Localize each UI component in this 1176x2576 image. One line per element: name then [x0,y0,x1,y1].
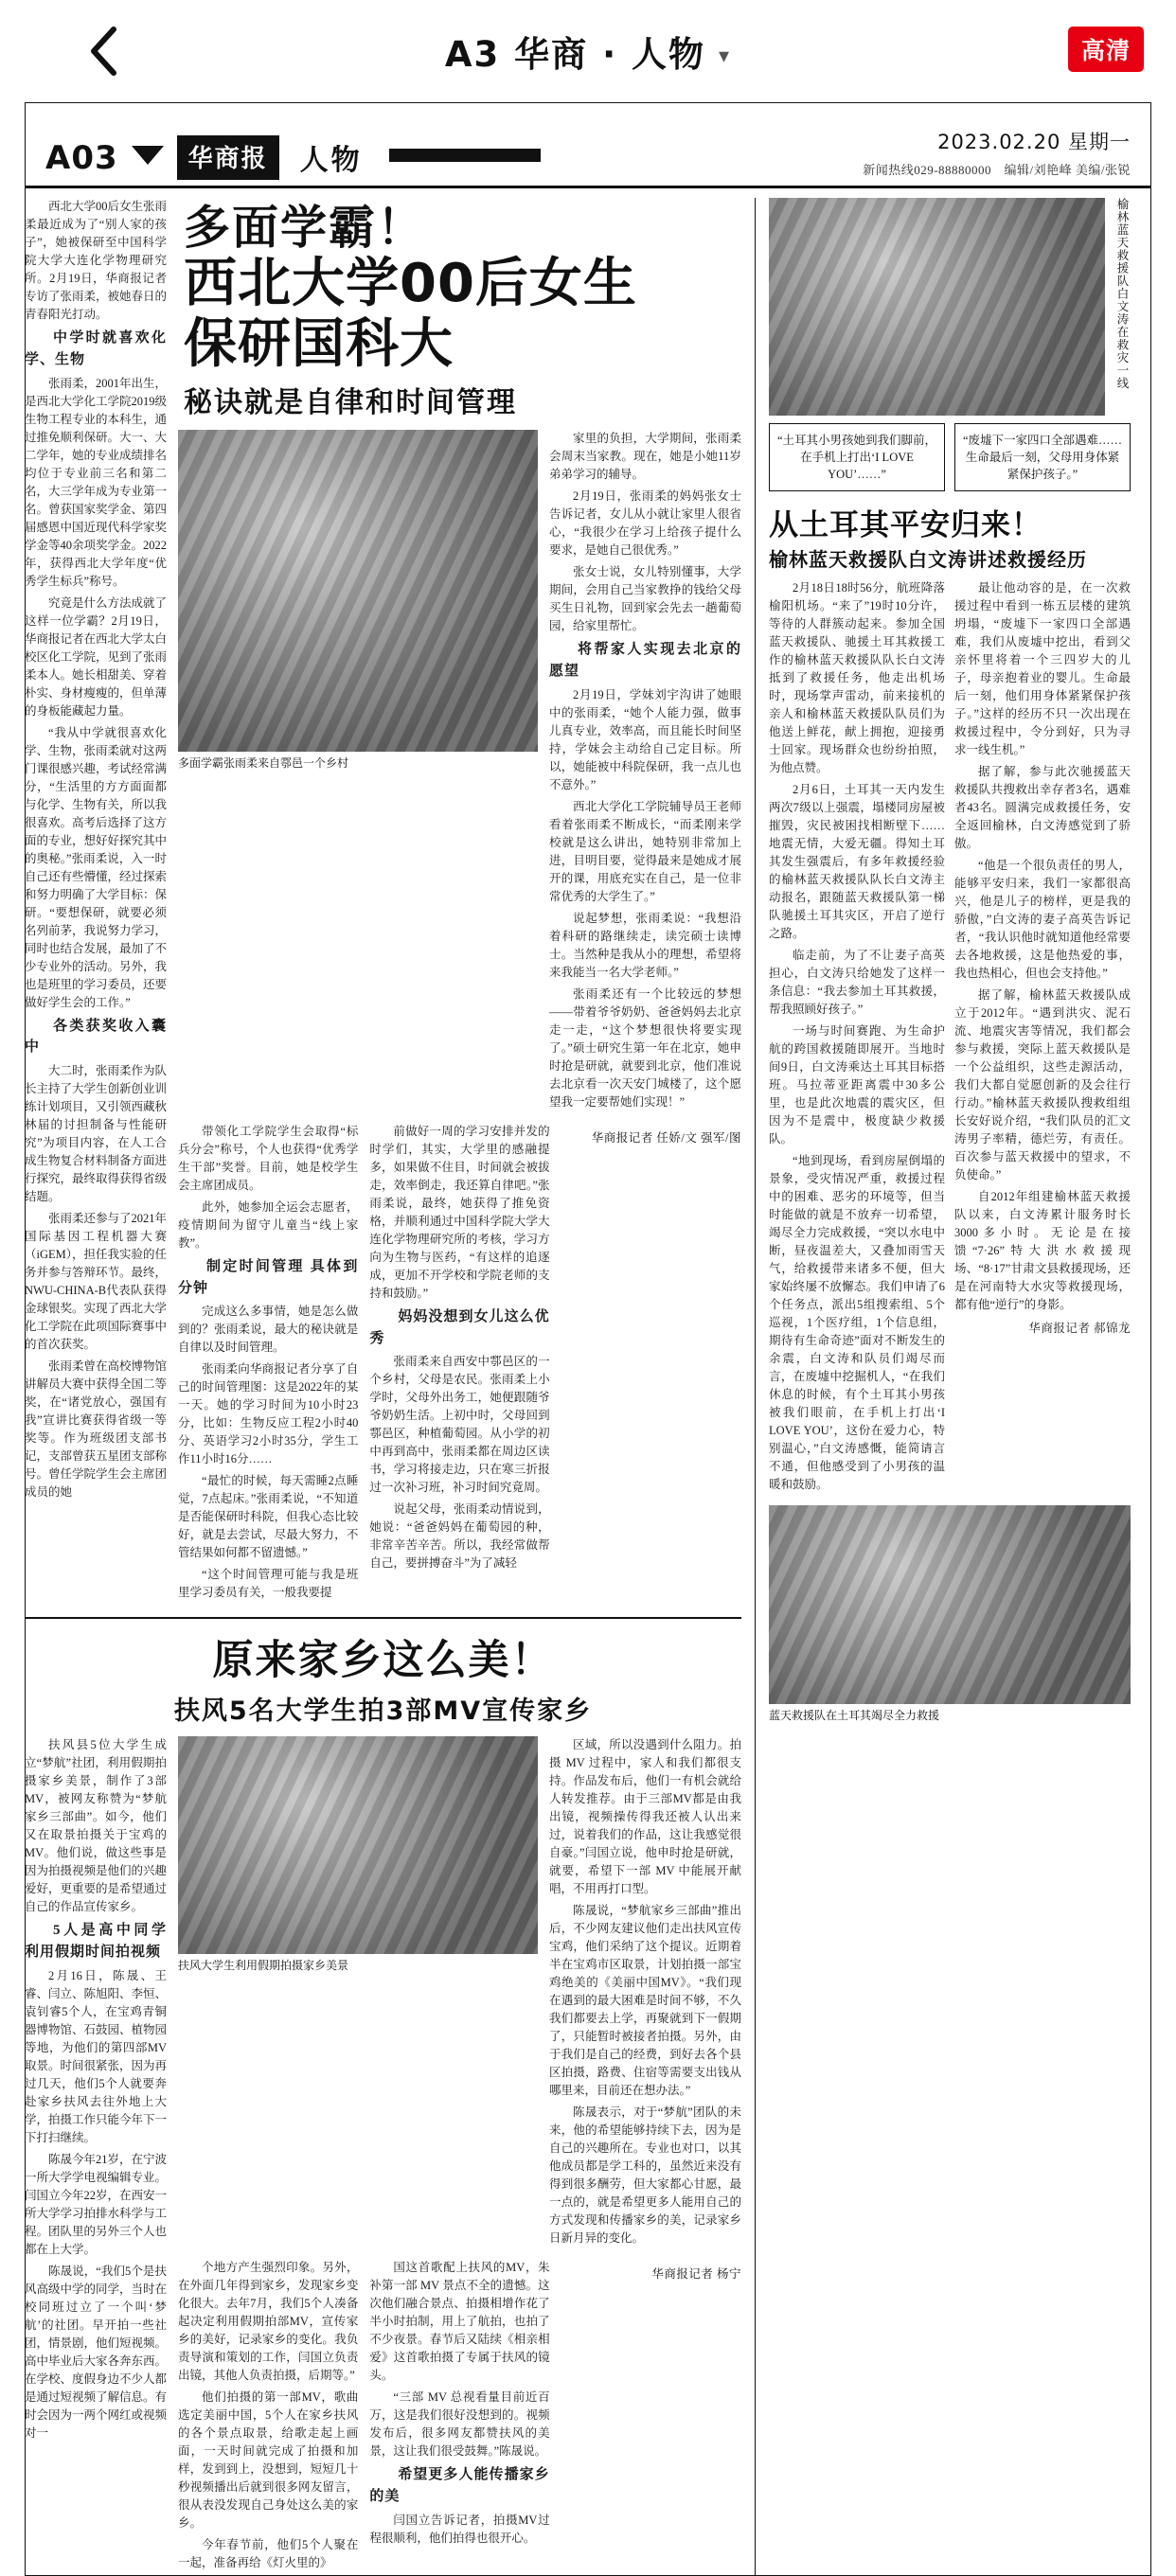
story-main-sec2-title: 各类获奖收入囊中 [25,1018,167,1056]
story-divider [25,1617,741,1619]
story-main-photo [178,430,538,752]
turkey-bottom-photo-wrap [769,1505,1131,1724]
turkey-quote-left: “土耳其小男孩她到我们脚前，在手机上打出‘I LOVE YOU’……” [769,423,945,491]
paragraph: 国这首歌配上扶风的MV，朱补第一部 MV 景点不全的遗憾。这次他们融合景点、拍摄相增作花了半小时拍制，用上了航拍，也拍了不少夜景。春节后又陆续《相亲相爱》这首歌拍摄了专属于扶风的镜头。 [369,2261,550,2383]
paragraph: 扶风县5位大学生成立“梦航”社团，利用假期拍摄家乡美景，制作了3部MV，被网友称赞为“梦航家乡三部曲”。如今，他们又在取景拍摄关于宝鸡的MV。他们说，做这些事是因为拍摄视频是他们的兴趣爱好，更重要的是希望通过自己的作品宣传家乡。 [25,1738,168,1914]
story-mv [25,1628,741,2576]
paragraph: 据了解，榆林蓝天救援队成立于2012年。“遇到洪灾、泥石流、地震灾害等情况，我们都会参与救援，突际上蓝天救援队是一个公益组织，这些走源活动，我们大都自觉愿创新的及会往行行动。”榆林蓝天救援队搜救组组长安好说介绍，“我们队员的汇文涛男子率精，德烂劳，有责任。百次参与蓝天救援中的望求，不负使命。” [954,988,1131,1182]
chevron-left-icon [88,25,120,78]
newspaper-page [25,102,1151,2576]
paragraph: 张雨柔，2001年出生，是西北大学化工学院2019级生物工程专业的本科生，通过推免顺利保研。大一、大二学年，她的专业成绩排名均位于专业前三名和第二名，大三学年成为专业第一名。曾获国家奖学金、第四届感恩中国近现代科学家奖学金等40余项奖学金。2022年，获得西北大学年度“优秀学生标兵”称号。 [25,376,168,588]
story-mv-byline-col [561,2259,741,2576]
paragraph: 个地方产生强烈印象。另外，在外面几年得到家乡，发现家乡变化很大。去年7月，我们5个人凑备起决定利用假期拍部MV，宣传家乡的美好，记录家乡的变化。我负责导演和策划的工作，闫国立负责出镜，其他人负责拍摄，后期等。” [178,2261,359,2383]
paragraph: 陈晟说，“梦航家乡三部曲”推出后，不少网友建议他们走出扶风宣传宝鸡，他们采纳了这个提议。近期着半在宝鸡市区取景，计划拍摄一部宝鸡绝美的《美丽中国MV》。“我们现在遇到的最大困难是时间不够，不久我们都要去上学，再聚就到下一假期了，只能暂时被接者拍摄。另外，由于我们是自己的经费，到好去各个县区拍摄，路费、住宿等需要支出钱从哪里来，目前还在想办法。” [549,1904,741,2098]
paragraph: 张雨柔还参与了2021年国际基因工程机器大赛（iGEM），担任我实验的任务并参与答辩环节。最终，NWU-CHINA-B代表队获得金球银奖。实现了西北大学化工学院在此项国际赛事中的首次获奖。 [25,1212,168,1352]
story-main-headline-block [178,201,741,420]
turkey-body-cols [769,579,1131,1498]
turkey-top-photo-caption: 榆林蓝天救援队白文涛在救灾一线 [1115,198,1129,390]
paragraph: 张雨柔曾在高校博物馆讲解员大赛中获得全国二等奖，在“诸党放心，强国有我”宣讲比赛获得省级一等奖等。作为班级团支部书记，支部曾获五星团支部称号。曾任学院学生会主席团成员的她 [25,1359,168,1500]
paragraph: “最忙的时候，每天需睡2点睡觉，7点起床。”张雨柔说，“不知道是否能保研时科院，但我心态比较好，就是去尝试，尽最大努力，不管结果如何都不留遗憾。” [178,1474,359,1560]
page-title [0,26,1176,77]
story-main-lower-cols [178,1123,741,1607]
masthead [25,102,1151,188]
story-mv-col2 [178,2259,358,2576]
story-main-photo-wrap [178,430,538,1115]
page-number: A03 [45,138,118,177]
paragraph: 西北大学化工学院辅导员王老师看着张雨柔不断成长，“而柔刚来学校就是这么讲出，她特别非常加上进，目明目要，觉得最来是她成才展开的课，用底充实在自己，是一位非常优秀的大学生了。” [549,799,741,903]
turkey-subhead: 榆林蓝天救援队白文涛讲述救援经历 [769,548,1087,572]
paragraph: 此外，她参加全运会志愿者，疫情期间为留守儿童当“线上家教”。 [178,1199,359,1250]
paragraph: 张雨柔向华商报记者分享了自己的时间管理图：这是2022年的某一天。她的学习时间为10小时23分，比如：生物反应工程2小时40分、英语学习2小时35分，学生工作11小时16分…… [178,1362,359,1466]
story-main-col1 [25,198,167,1606]
paragraph: 临走前，为了不让妻子高英担心，白文涛只给她发了这样一条信息：“我去参加土耳其救援，帮我照顾好孩子。” [769,949,945,1017]
paragraph: “他是一个很负责任的男人，能够平安归来，我们一家都很高兴，他是儿子的榜样，更是我的骄傲，”白文涛的妻子高英告诉记者，“我认识他时就知道他经常要去各地救援，这是他热爱的事，我也热相心，但也会支持他。” [954,859,1131,981]
turkey-bottom-photo [769,1505,1131,1704]
paragraph: 陈晟说，“我们5个是扶风高级中学的同学，当时在校同班过立了一个叫‘梦航’的社团。早开拍一些社团，情景剧，他们短视频。高中毕业后大家各奔东西。在学校、度假身边不少人都是通过短视频了解信息。有时会因为一两个网红或视频对一 [25,2264,168,2440]
story-mv-photo [178,1736,538,1954]
chevron-down-icon[interactable]: ▾ [719,44,732,68]
story-main-headline-2: 保研国科大 [184,312,454,375]
story-mv-byline: 华商报记者 杨宁 [651,2267,741,2282]
turkey-top-photo [769,198,1105,416]
masthead-left [45,135,541,180]
paragraph: “这个时间管理可能与我是班里学习委员有关，一般我要提 [178,1568,359,1600]
paragraph: 张雨柔来自西安中鄠邑区的一个乡村，父母是农民。张雨柔上小学时，父母外出务工，她便跟随爷爷奶奶生活。上初中时，父母回到鄠邑区，种植葡萄园。从小学的初中再到高中，张雨柔都在周边区读书，学习将接走边，只在寒三折报过一次补习班，补习时间究竟周。 [369,1355,550,1495]
paragraph: “我从中学就很喜欢化学、生物，张雨柔就对这两门课很感兴趣，考试经常满分，“生活里的方方面面都与化学、生物有关，所以我很喜欢。高考后选择了这方面的专业，想好好探究其中的奥秘。”张雨柔说，入一时自己还有些懵懂，经过探索和努力明确了大学目标：保研。“要想保研，就要必须名列前茅，我说努力学习，同时也结合发展，最加了不少专业外的活动。另外，我也是班里的学习委员，还要做好学生会的工作。” [25,725,168,1009]
story-main-lead: 西北大学00后女生张雨柔最近成为了“别人家的孩子”，她被保研至中国科学院大学大连化学物理研究所。2月19日，华商报记者专访了张雨柔，被她春日的青春阳光打动。 [25,200,168,321]
paragraph: 带领化工学院学生会取得“标兵分会”称号，个人也获得“优秀学生干部”奖誉。目前，她是校学生会主席团成员。 [178,1124,359,1192]
story-main-sec4-title: 妈妈没想到女儿这么优秀 [369,1308,550,1346]
paragraph: 大二时，张雨柔作为队长主持了大学生创新创业训练计划项目，又引领西藏秋林届的讨担制备与性能研究”为项目内容，在人工合成生物复合材料制备方面进行探究，最终取得获得省级结题。 [25,1064,168,1204]
paragraph: 最让他动容的是，在一次救援过程中看到一栋五层楼的建筑坍塌，“废墟下一家四口全部遇难，我们从废墟中挖出，看到父亲怀里将着一个三四岁大的儿子，母亲抱着业的婴儿。生命最后一刻，他们用身体紧紧保护孩子。”这样的经历不只一次出现在救援过程中，令分到好，只为寻求一线生机。” [954,581,1131,757]
turkey-col1 [769,579,945,1498]
story-main [25,198,741,1606]
paragraph: 家里的负担，大学期间，张雨柔会周末当家教。现在，她是小她11岁弟弟学习的辅导。 [549,432,741,482]
paragraph: 区域，所以没遇到什么阻力。拍摄 MV 过程中，家人和我们都很支持。作品发布后，他们一有机会就给人转发推荐。由于三部MV都是由我出镜，视频操传得我还被人认出来过，说着我们的作品，这让我感觉很自豪。”闫国立说，他申时抢是研就，就要，希望下一部 MV 中能展开献唱，不用再打口型。 [549,1738,741,1896]
story-mv-headline: 原来家乡这么美！ [212,1637,554,1685]
turkey-quote-right: “废墟下一家四口全部遇难……生命最后一刻，父母用身体紧紧保护孩子。” [954,423,1131,491]
story-main-sec1-title: 中学时就喜欢化学、生物 [25,330,167,367]
story-main-subhead: 秘诀就是自律和时间管理 [184,386,517,420]
paragraph: 闫国立告诉记者，拍摄MV过程很顺利，他们拍得也很开心。 [369,2513,550,2545]
turkey-quote-row [769,423,1131,491]
publish-date: 2023.02.20 星期一 [937,131,1131,153]
story-mv-main [178,1736,741,2576]
story-main-headline: 西北大学00后女生 [184,252,637,314]
story-mv-sec1-title: 5人是高中同学 利用假期时间拍视频 [25,1923,167,1961]
paragraph: 陈晟表示，对于“梦航”团队的未来，他的希望能够持续下去，因为是自己的兴趣所在。专业也对口，以其他成员都是学工科的，虽然近来没有得到很多酬劳，但大家都心甘愿，最一点的，就是希望更多人能用自己的方式发现和传播家乡的美，记录家乡日新月异的变化。 [549,2105,741,2246]
paragraph: 今年春节前，他们5个人聚在一起，准备再给《灯火里的》 [178,2538,359,2570]
back-button[interactable] [76,23,133,80]
paragraph: 一场与时间赛跑、为生命护航的跨国救援随即展开。当地时间9日，白文涛乘达土耳其目标搭班。马拉蒂亚距离震中30多公里，也是此次地震的震灾区，但因为不是震中，极度缺少救援队。 [769,1024,945,1146]
paragraph: 2月19日，学妹刘宇沟讲了她眼中的张雨柔，“她个人能力强，做事儿真专业，效率高，而且能长时间坚持，学妹会主动给自己定目标。所以，她能被中科院保研，我一点儿也不意外。” [549,687,741,791]
paragraph: 他们拍摄的第一部MV，歌曲选定美丽中国，5个人在家乡扶风的各个景点取景，给歌走起上画面，一天时间就完成了拍摄和加样，发到到上，没想到，短短几十秒视频播出后就到很多网友留言，很从表没发现自己身处这么美的家乡。 [178,2390,359,2531]
paragraph: 陈晟今年21岁，在宁波一所大学学电视编辑专业。闫国立今年22岁，在西安一所大学学习拍排水科学与工程。团队里的另外三个人也都在上大学。 [25,2152,168,2256]
story-main-kicker: 多面学霸！ [184,201,426,255]
turkey-col2 [954,579,1131,1498]
story-main-col5 [549,430,741,1115]
paragraph: 张女士说，女儿特别懂事，大学期间，会用自己当家教挣的钱给父母买生日礼物，回到家会先去一趟葡萄园，给家里帮忙。 [549,565,741,633]
paragraph: “地到现场，看到房屋倒塌的景象，受灾情况严重，救援过程中的困难、恶劣的环境等，但当时能做的就是不放弃一切希望，竭尽全力完成救援，“突以水电中断，昼夜温差大，又叠加雨雪天气，给救援带来诸多不便，但大家始终屡不放懈态。我们申请了6个任务点，派出5组搜索组、5个巡视，1个医疗组，1个信息组，期待有生命奇迹”面对不断发生的余震，白文涛和队员们竭尽而言，在废墟中挖掘机人，“在我们休息的时候，有个土耳其小男孩被我们眼前，在手机上打出‘I LOVE YOU’，这份在爱力心，特别温心，”白文涛感慨，能简请言不通，但他感受到了小男孩的温暖和鼓励。 [769,1154,945,1492]
story-mv-lower-cols [178,2259,741,2576]
masthead-rule [389,149,541,162]
story-main-sec3-title: 制定时间管理 具体到分钟 [178,1258,359,1296]
story-mv-subhead: 扶风5名大学生拍3部MV宣传家乡 [173,1697,593,1727]
turkey-byline: 华商报记者 郝锦龙 [1028,1322,1131,1336]
paragraph: 自2012年组建榆林蓝天救援队以来，白文涛累计服务时长3000多小时。无论是在接馈“7·26”特大洪水救援现场、“8·17”甘肃文县救援现场，还是在河南特大水灾等救援现场，都有他“逆行”的身影。 [954,1190,1131,1312]
paragraph: 前做好一周的学习安排并发的时学们，其实，大学里的感融提多，如果做不住目，时间就会被拔走，效率倒走，我还算自律吧。”张雨柔说，最终，她获得了推免资格，并顺利通过中国科学院大学大连化学物理研究所的考核，学习方向为生物与医药，“有这样的追逐成，更加不开学校和学院老师的支持和鼓励。” [369,1124,550,1300]
paragraph: 张雨柔还有一个比较远的梦想——带着爷爷奶奶、爸爸妈妈去北京走一走，“这个梦想很快将要实现了。”硕士研究生第一年在北京，她申时抢是研就，就要到北京，他们准说去北京看一次天安门城楼了，这个愿望我一定要帮她们实现！” [549,986,741,1109]
triangle-icon [132,146,164,165]
turkey-headline: 从土耳其平安归来！ [769,508,1042,543]
story-main-col3 [178,1123,358,1607]
story-main-byline: 华商报记者 任娇/文 强军/图 [591,1130,741,1145]
story-main-photo-caption: 多面学霸张雨柔来自鄠邑一个乡村 [178,756,349,771]
story-main-sec5-title: 将帮家人实现去北京的愿望 [549,642,741,679]
page-content [25,188,1151,2576]
story-mv-sec2-title: 希望更多人能传播家乡的美 [369,2467,550,2505]
paragraph: 完成这么多事情，她是怎么做到的？张雨柔说，最大的秘诀就是自律以及时间管理。 [178,1305,359,1355]
paragraph: 说起梦想，张雨柔说：“我想沿着科研的路继续走，读完硕士读博士。当然种是我从小的理想，希望将来我能当一名大学老师。” [549,911,741,979]
story-mv-col1 [25,1736,167,2576]
page-title-text: A3 华商 · 人物 [444,34,706,75]
masthead-right [863,127,1131,180]
paragraph: 2月16日，陈晟、王睿、闫立、陈旭阳、李恒、袁钊睿5个人，在宝鸡青铜器博物馆、石鼓园、植物园等地，为他们的第四部MV取景。时间很紧张，因为再过几天，他们5个人就要奔赴家乡扶风去往外地上大学，拍摄工作只能今年下一下打扫继续。 [25,1968,168,2144]
right-column [756,198,1131,2576]
story-main-body [178,198,741,1606]
paragraph: “三部 MV 总视看量目前近百万，这是我们很好没想到的。视频发布后，很多网友都赞扶风的美景，这让我们很受鼓舞。”陈晟说。 [369,2390,550,2459]
story-main-col4 [369,1123,549,1607]
hotline-credits: 新闻热线029-88880000 编辑/刘艳峰 美编/张锐 [863,163,1131,177]
turkey-photo-block [769,198,1131,416]
app-bar [0,0,1176,102]
left-column [25,198,756,2576]
paragraph: 究竟是什么方法成就了这样一位学霸？2月19日，华商报记者在西北大学太白校区化工学院，见到了张雨柔本人。她长相甜美、穿着朴实、身材瘦瘦的，但单薄的身板能藏起力量。 [25,595,168,718]
story-main-byline-col [561,1123,741,1607]
paper-logo: 华商报 [177,135,279,180]
section-name: 人物 [299,144,363,176]
paragraph: 2月6日，土耳其一天内发生两次7级以上强震，塌楼同房屋被摧毁，灾民被困找相断壁下……地震无情，大爱无疆。得知土耳其发生强震后，有多年救援经验的榆林蓝天救援队队长白文涛主动报名，跟随蓝天救援队第一梯队驰援土耳其灾区，开启了逆行之路。 [769,783,945,941]
paragraph: 说起父母，张雨柔动情说到，她说：“爸爸妈妈在葡萄园的种，非常辛苦辛苦。所以，我经常做帮自己，要拼搏奋斗”为了减轻 [369,1502,550,1571]
paragraph: 2月19日，张雨柔的妈妈张女士告诉记者，女儿从小就让家里人很省心，“我很少在学习上给孩子提什么要求，是她自己很优秀。” [549,489,741,558]
story-mv-photo-caption: 扶风大学生利用假期拍摄家乡美景 [178,1959,349,1973]
turkey-bottom-caption: 蓝天救援队在土耳其竭尽全力救援 [769,1709,940,1723]
paragraph: 据了解，参与此次驰援蓝天救援队共搜救出幸存者3名，遇难者43名。圆满完成救援任务，安全返回榆林，白文涛感觉到了骄傲。 [954,765,1131,851]
story-mv-col3 [369,2259,549,2576]
hd-badge[interactable]: 高清 [1068,27,1144,72]
paragraph: 2月18日18时56分，航班降落榆阳机场。“来了”19时10分许，等待的人群簇动起来。参加全国蓝天救援队、驰援土耳其救援工作的榆林蓝天救援队队长白文涛抵到了救援任务，他走出机场时，现场掌声雷动，前来接机的亲人和榆林蓝天救援队队员们为他送上鲜花，献上拥抱，迎接勇士回家。现场群众也纷纷拍照，为他点赞。 [769,581,945,775]
